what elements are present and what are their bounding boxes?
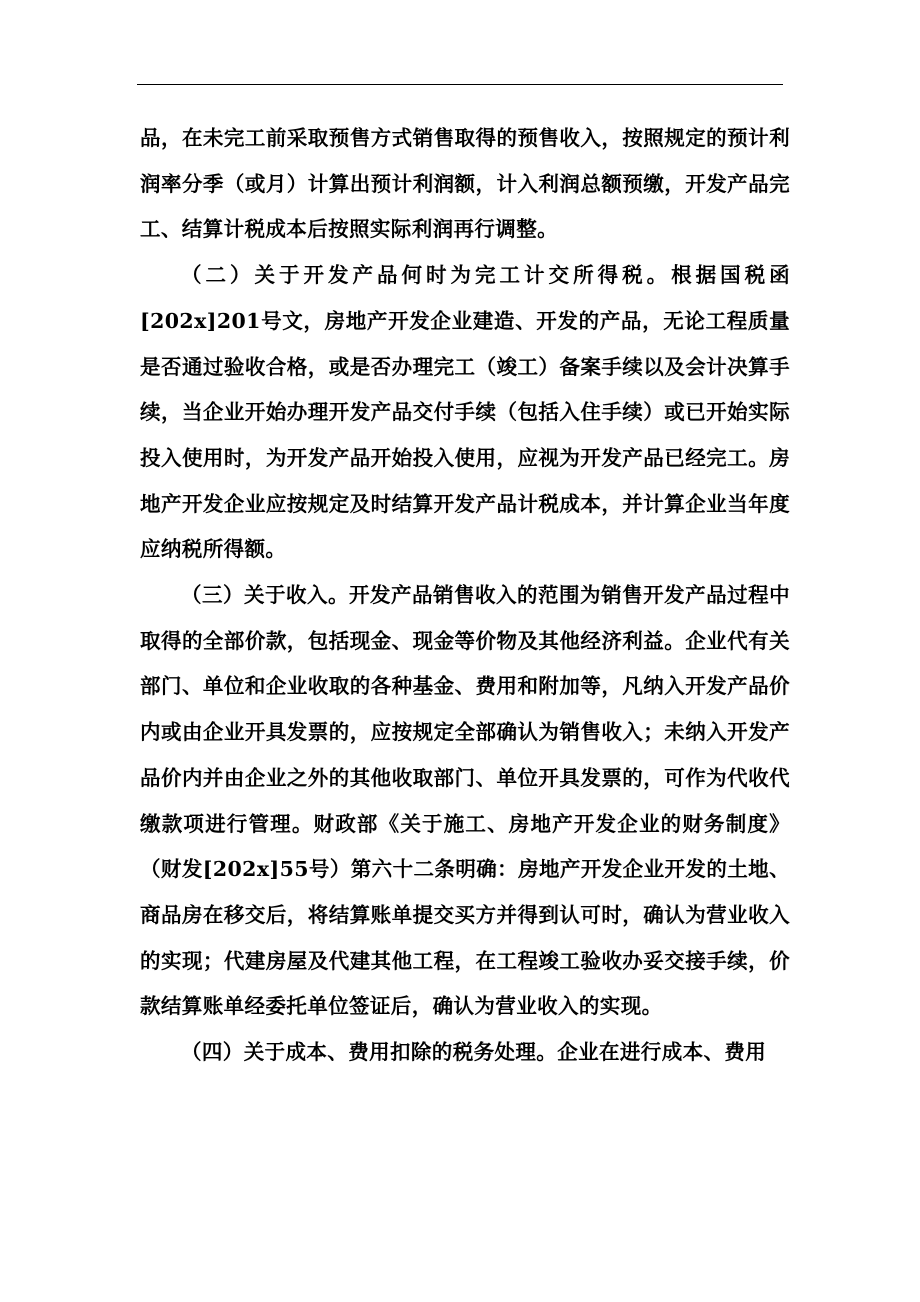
header-rule — [137, 84, 783, 85]
document-body — [140, 116, 790, 1076]
paragraph-continuation: 品，在未完工前采取预售方式销售取得的预售收入，按照规定的预计利润率分季（或月）计算出预计利润额，计入利润总额预缴，开发产品完工、结算计税成本后按照实际利润再行调整。 — [140, 126, 790, 242]
paragraph-section-3: （三）关于收入。开发产品销售收入的范围为销售开发产品过程中取得的全部价款，包括现金、现金等价物及其他经济利益。企业代有关部门、单位和企业收取的各种基金、费用和附加等，凡纳入开发产品价内或由企业开具发票的，应按规定全部确认为销售收入；未纳入开发产品价内并由企业之外的其他收取部门、单位开具发票的，可作为代收代缴款项进行管理。财政部《关于施工、房地产开发企业的财务制度》（财发[202x]55号）第六十二条明确：房地产开发企业开发的土地、商品房在移交后，将结算账单提交买方并得到认可时，确认为营业收入的实现；代建房屋及代建其他工程，在工程竣工验收办妥交接手续，价款结算账单经委托单位签证后，确认为营业收入的实现。 — [140, 583, 790, 1019]
paragraph-section-4: （四）关于成本、费用扣除的税务处理。企业在进行成本、费用 — [181, 1040, 767, 1065]
paragraph-section-2: （二）关于开发产品何时为完工计交所得税。根据国税函[202x]201号文，房地产开发企业建造、开发的产品，无论工程质量是否通过验收合格，或是否办理完工（竣工）备案手续以及会计决算手续，当企业开始办理开发产品交付手续（包括入住手续）或已开始实际投入使用时，为开发产品开始投入使用，应视为开发产品已经完工。房地产开发企业应按规定及时结算开发产品计税成本，并计算企业当年度应纳税所得额。 — [140, 263, 790, 562]
